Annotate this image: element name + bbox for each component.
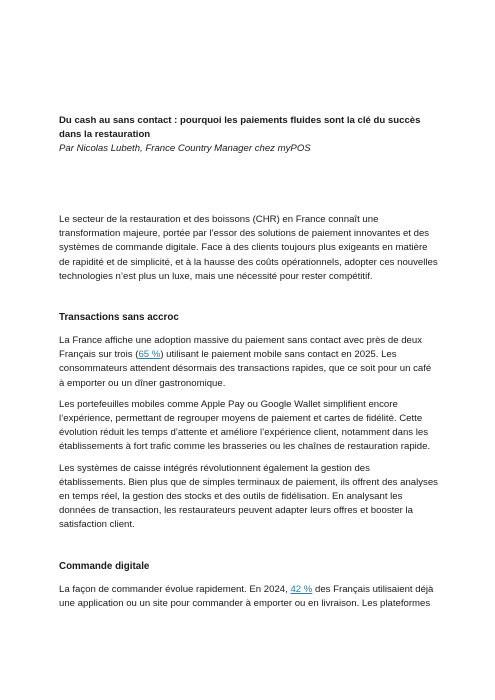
section-heading-digital-ordering: Commande digitale bbox=[59, 560, 150, 572]
paragraph-contactless-adoption bbox=[59, 334, 439, 391]
stat-link-65[interactable]: 65 % bbox=[138, 349, 161, 361]
section-heading-transactions: Transactions sans accroc bbox=[59, 312, 179, 324]
paragraph-digital-ordering bbox=[59, 583, 439, 611]
stat-link-42[interactable]: 42 % bbox=[290, 583, 313, 595]
text-segment: La façon de commander évolue rapidement. En 2024, bbox=[59, 583, 291, 595]
intro-paragraph: Le secteur de la restauration et des boissons (CHR) en France connaît une transformation majeure, portée par l’essor des solutions de paiement innovantes et des systèmes de commande digitale. Face à des clients toujours plus exigeants en matière de rapidité et de simplicité, et à la hausse des coûts opérationnels, adopter ces nouvelles technologies n’est plus un luxe, mais une nécessité pour rester compétitif. bbox=[59, 214, 438, 282]
text-segment: ) utilisant le paiement mobile sans contact en 2025. Les consommateurs attendent désormais des transactions rapides, que ce soit pour un café à emporter ou un dîner gastronomique. bbox=[59, 349, 432, 389]
article-byline: Par Nicolas Lubeth, France Country Manager chez myPOS bbox=[59, 143, 311, 154]
article-body bbox=[59, 114, 439, 611]
text-segment: des Français utilisaient déjà une application ou un site pour commander à emporter ou en livraison. Les plateformes bbox=[59, 583, 434, 609]
paragraph-pos-systems: Les systèmes de caisse intégrés révolutionnent également la gestion des établissements. Bien plus que de simples terminaux de paiement, ils offrent des analyses en temps réel, la gestion des stocks et des outils de fidélisation. En analysant les données de transaction, les restaurateurs peuvent adapter leurs offres et booster la satisfaction client. bbox=[59, 462, 438, 531]
paragraph-mobile-wallets: Les portefeuilles mobiles comme Apple Pay ou Google Wallet simplifient encore l’expérience, permettant de regrouper moyens de paiement et cartes de fidélité. Cette évolution réduit les temps d’attente et améliore l’expérience client, notamment dans les établissements à fort trafic comme les brasseries ou les chaînes de restauration rapide. bbox=[59, 398, 431, 453]
text-segment: La France affiche une adoption massive du paiement sans contact avec près de deux Français sur trois ( bbox=[59, 335, 423, 361]
article-title: Du cash au sans contact : pourquoi les paiements fluides sont la clé du succès dans la restauration bbox=[59, 115, 421, 140]
